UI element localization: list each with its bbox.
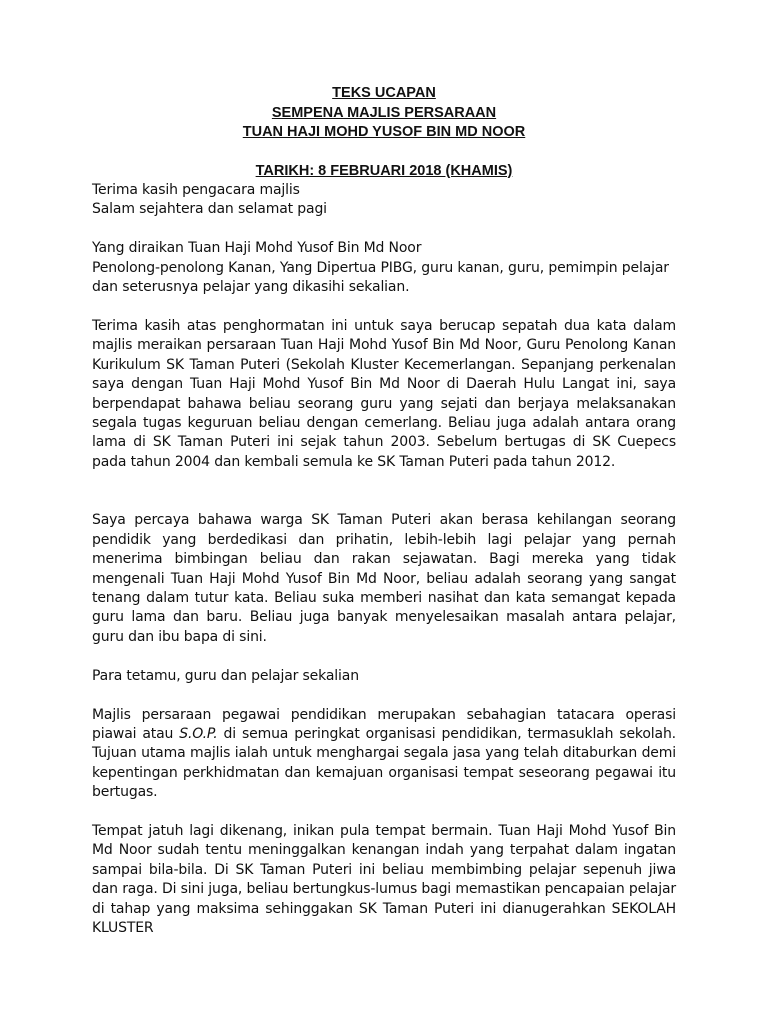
address-guests: Para tetamu, guru dan pelajar sekalian: [92, 667, 359, 684]
sop-abbreviation: S.O.P.: [179, 725, 218, 742]
paragraph-3-start: Majlis persaraan pegawai pendidikan merupakan sebahagian tatacara operasi piawai atau: [92, 706, 676, 742]
paragraph-2: Saya percaya bahawa warga SK Taman Puteri akan berasa kehilangan seorang pendidik yang berdedikasi dan prihatin, lebih-lebih lagi pelajar yang pernah menerima bimbingan beliau dan rakan sejawatan. Bagi mereka yang tidak mengenali Tuan Haji Mohd Yusof Bin Md Noor, beliau adalah seorang yang sangat tenang dalam tutur kata. Beliau suka memberi nasihat dan kata semangat kepada guru lama dan baru. Beliau juga banyak menyelesaikan masalah antara pelajar, guru dan ibu bapa di sini.: [92, 512, 676, 645]
heading-honoree: TUAN HAJI MOHD YUSOF BIN MD NOOR: [242, 124, 526, 140]
paragraph-3-end: di semua peringkat organisasi pendidikan, termasuklah sekolah. Tujuan utama majlis ialah untuk menghargai segala jasa yang telah ditaburkan demi kepentingan perkhidmatan dan kemajuan organisasi tempat seseorang pegawai itu bertugas.: [92, 725, 676, 801]
speech-body: [92, 181, 676, 939]
greeting-line-1: Terima kasih pengacara majlis: [92, 182, 300, 198]
greeting-line-2: Salam sejahtera dan selamat pagi: [92, 201, 327, 218]
document-page: [92, 84, 676, 939]
paragraph-4: Tempat jatuh lagi dikenang, inikan pula tempat bermain. Tuan Haji Mohd Yusof Bin Md Noor sudah tentu meninggalkan kenangan indah yang terpahat dalam ingatan sampai bila-bila. Di SK Taman Puteri ini beliau membimbing pelajar sepenuh jiwa dan raga. Di sini juga, beliau bertungkus-lumus bagi memastikan pencapaian pelajar di tahap yang maksima sehinggakan SK Taman Puteri ini dianugerahkan SEKOLAH KLUSTER: [92, 823, 677, 937]
paragraph-1: Terima kasih atas penghormatan ini untuk saya berucap sepatah dua kata dalam majlis meraikan persaraan Tuan Haji Mohd Yusof Bin Md Noor, Guru Penolong Kanan Kurikulum SK Taman Puteri (Sekolah Kluster Kecemerlangan. Sepanjang perkenalan saya dengan Tuan Haji Mohd Yusof Bin Md Noor di Daerah Hulu Langat ini, saya berpendapat bahawa beliau seorang guru yang sejati dan berjaya melaksanakan segala tugas keguruan beliau dengan cemerlang. Beliau juga adalah antara orang lama di SK Taman Puteri ini sejak tahun 2003. Sebelum bertugas di SK Cuepecs pada tahun 2004 dan kembali semula ke SK Taman Puteri pada tahun 2012.: [92, 318, 676, 470]
honoured-line-2: Penolong-penolong Kanan, Yang Dipertua PIBG, guru kanan, guru, pemimpin pelajar dan seterusnya pelajar yang dikasihi sekalian.: [92, 259, 669, 296]
paragraph-3: [92, 706, 676, 803]
heading-subtitle: SEMPENA MAJLIS PERSARAAN: [271, 104, 497, 121]
heading-title: TEKS UCAPAN: [332, 85, 436, 101]
heading-date: TARIKH: 8 FEBRUARI 2018 (KHAMIS): [255, 162, 513, 179]
document-heading: [92, 84, 676, 181]
honoured-line-1: Yang diraikan Tuan Haji Mohd Yusof Bin Md Noor: [92, 240, 422, 257]
